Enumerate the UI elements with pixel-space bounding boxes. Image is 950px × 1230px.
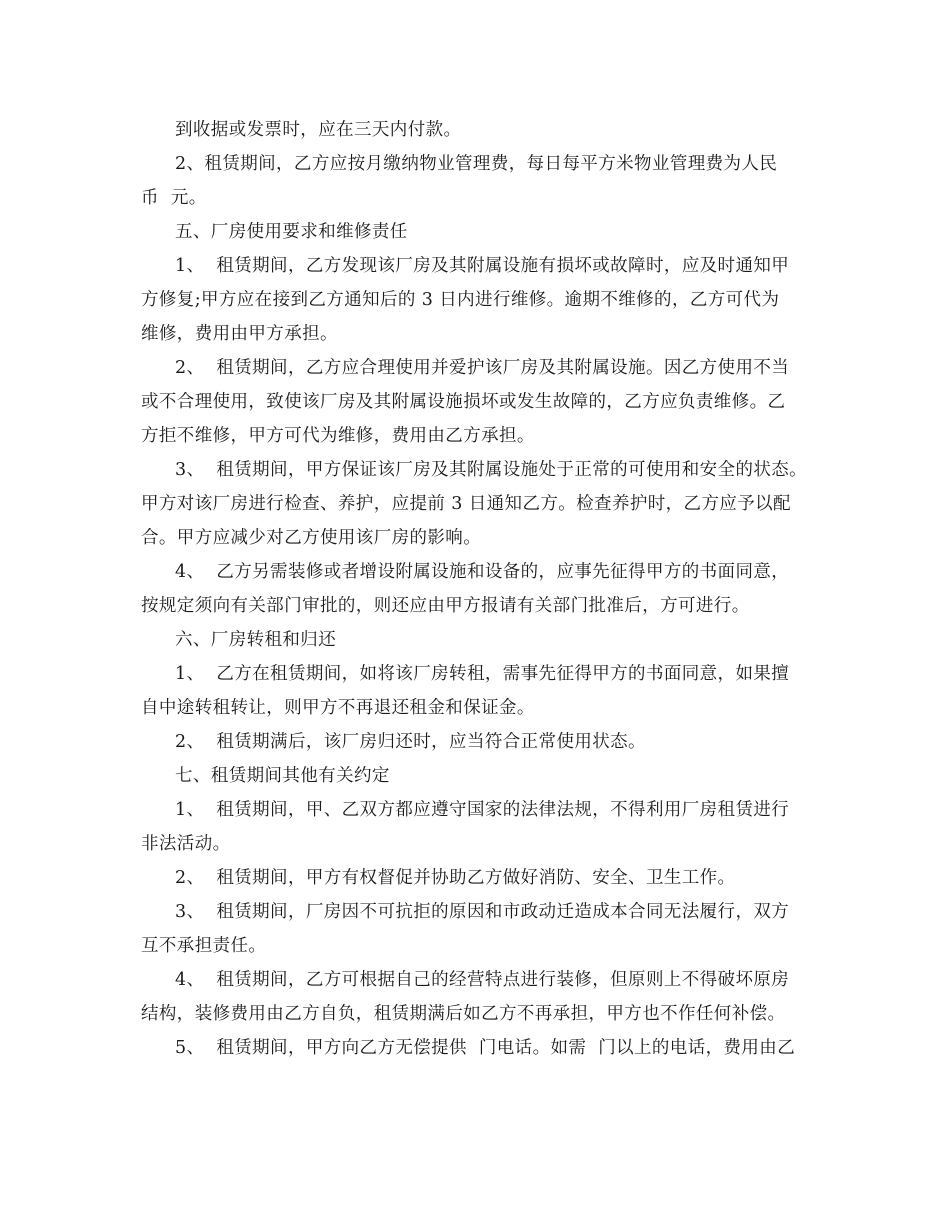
text-line: 1、 乙方在租赁期间，如将该厂房转租，需事先征得甲方的书面同意，如果擅 [175,664,790,684]
document-body [141,113,831,1065]
text-line: 按规定须向有关部门审批的，则还应由甲方报请有关部门批准后，方可进行。 [141,596,750,616]
text-line: 币 元。 [141,188,207,208]
text-line: 自中途转租转让，则甲方不再退还租金和保证金。 [141,698,535,718]
text-line: 1、 租赁期间，甲、乙双方都应遵守国家的法律法规，不得利用厂房租赁进行 [175,800,790,820]
text-line: 5、 租赁期间，甲方向乙方无偿提供 门电话。如需 门以上的电话，费用由乙 [175,1038,796,1058]
section-heading: 五、厂房使用要求和维修责任 [175,222,408,242]
section-heading: 七、租赁期间其他有关约定 [175,766,390,786]
text-line: 结构，装修费用由乙方自负，租赁期满后如乙方不再承担，甲方也不作任何补偿。 [141,1004,786,1024]
text-line: 甲方对该厂房进行检查、养护，应提前 3 日通知乙方。检查养护时，乙方应予以配 [141,494,791,514]
section-heading: 六、厂房转租和归还 [175,630,337,650]
text-line: 方拒不维修，甲方可代为维修，费用由乙方承担。 [141,426,535,446]
text-line: 2、 租赁期满后，该厂房归还时，应当符合正常使用状态。 [175,732,646,752]
text-line: 方修复;甲方应在接到乙方通知后的 3 日内进行维修。逾期不维修的，乙方可代为 [141,290,780,310]
text-line: 3、 租赁期间，甲方保证该厂房及其附属设施处于正常的可使用和安全的状态。 [175,460,808,480]
text-line: 或不合理使用，致使该厂房及其附属设施损坏或发生故障的，乙方应负责维修。乙 [141,392,786,412]
text-line: 2、 租赁期间，甲方有权督促并协助乙方做好消防、安全、卫生工作。 [175,868,736,888]
text-line: 2、 租赁期间，乙方应合理使用并爱护该厂房及其附属设施。因乙方使用不当 [175,358,790,378]
text-line: 4、 乙方另需装修或者增设附属设施和设备的，应事先征得甲方的书面同意， [175,562,790,582]
text-line: 非法活动。 [141,834,231,854]
text-line: 4、 租赁期间，乙方可根据自己的经营特点进行装修，但原则上不得破坏原房 [175,970,790,990]
text-line: 2、租赁期间，乙方应按月缴纳物业管理费，每日每平方米物业管理费为人民 [175,154,778,174]
text-line: 3、 租赁期间，厂房因不可抗拒的原因和市政动迁造成本合同无法履行，双方 [175,902,790,922]
text-line: 1、 租赁期间，乙方发现该厂房及其附属设施有损坏或故障时，应及时通知甲 [175,256,790,276]
text-line: 互不承担责任。 [141,936,267,956]
text-line: 到收据或发票时，应在三天内付款。 [175,120,462,140]
text-line: 维修，费用由甲方承担。 [141,324,338,344]
text-line: 合。甲方应减少对乙方使用该厂房的影响。 [141,528,482,548]
